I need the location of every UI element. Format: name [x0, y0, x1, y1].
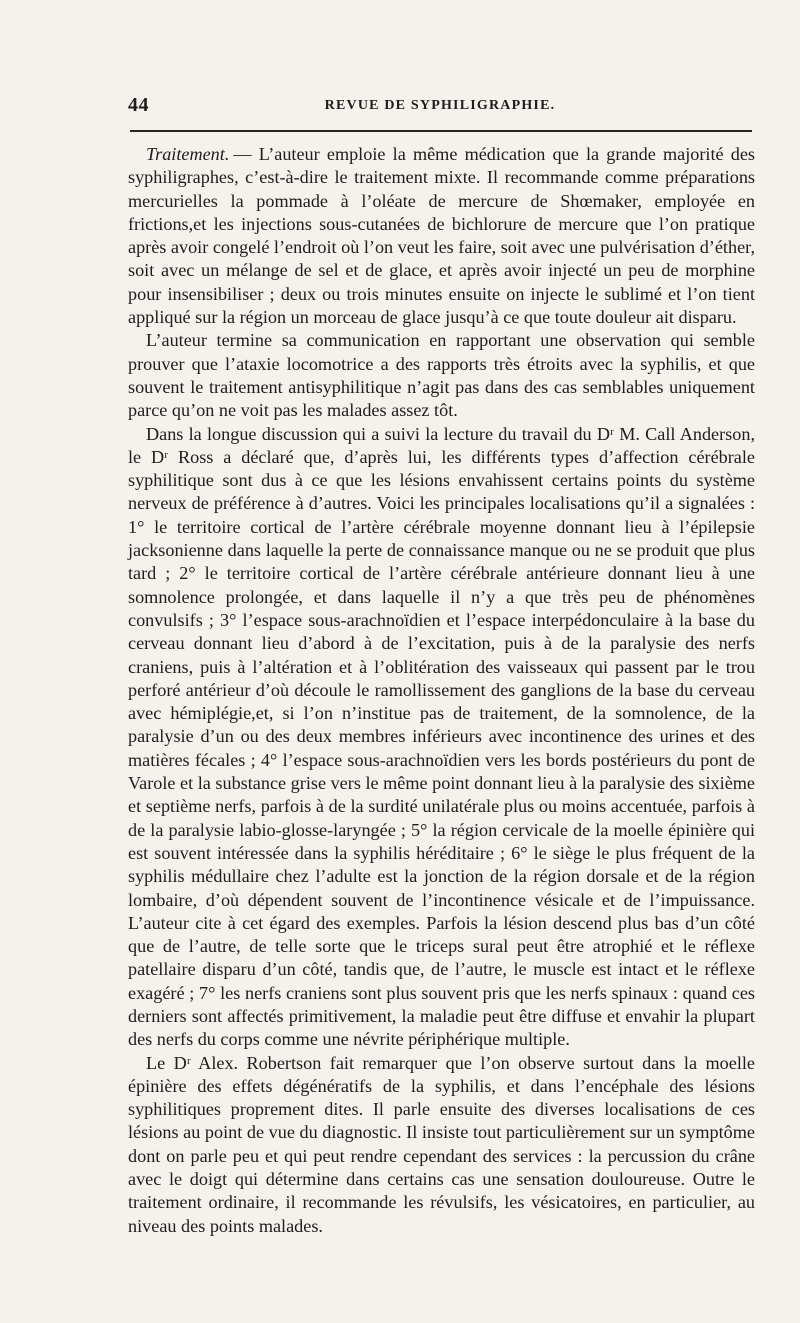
page-number: 44 [128, 94, 149, 116]
paragraph-4: Le Dʳ Alex. Robertson fait remarquer que l’on observe surtout dans la moelle épinière des effets dégénératifs de la syphilis, et dans l’encéphale des lésions syphilitiques proprement dites. Il parle ensuite des diverses localisations de ces lésions au point de vue du diagnostic. Il insiste tout particulièrement sur un symptôme dont on parle peu et qui peut rendre cependant des services : la percussion du crâne avec le doigt qui détermine dans certains cas une sensation douloureuse. Outre le traitement ordinaire, il recommande les révulsifs, les vésicatoires, en particulier, au niveau des points malades. [128, 1052, 755, 1236]
paragraph-1-text: L’auteur emploie la même médication que la grande majorité des syphiligraphes, c’est-à-dire le traitement mixte. Il recommande comme préparations mercurielles la pommade à l’oléate de mercure de Shœmaker, employée en frictions,et les injections sous-cutanées de bichlorure de mercure que l’on pratique après avoir congelé l’endroit où l’on veut les faire, soit avec une pulvérisation d’éther, soit avec un mélange de sel et de glace, et après avoir injecté un peu de morphine pour insensibiliser ; deux ou trois minutes ensuite on injecte le sublimé et l’on tient appliqué sur la région un morceau de glace jusqu’à ce que toute douleur ait disparu. [128, 144, 756, 328]
em-dash: — [233, 144, 252, 164]
article-body [128, 143, 755, 1238]
page-header [128, 94, 752, 118]
treatment-heading: Traitement. [146, 144, 230, 164]
paragraph-3: Dans la longue discussion qui a suivi la lecture du travail du Dʳ M. Call Anderson, le Dʳ Ross a déclaré que, d’après lui, les différents types d’affection cérébrale syphilitique sont dus à ce que les lésions envahissent certains points du système nerveux de préférence à d’autres. Voici les principales localisations qu’il a signalées : 1° le territoire cortical de l’artère cérébrale moyenne donnant lieu à l’épilepsie jacksonienne dans laquelle la perte de connaissance manque ou ne se produit que plus tard ; 2° le territoire cortical de l’artère cérébrale antérieure donnant lieu à une somnolence prolongée, et dans laquelle il n’y a que très peu de phénomènes convulsifs ; 3° l’espace sous-arachnoïdien et l’espace interpédonculaire à la base du cerveau donnant lieu d’abord à de l’excitation, puis à de la paralysie des nerfs craniens, puis à l’altération et à l’oblitération des vaisseaux qui passent par le trou perforé antérieur d’où découle le ramollissement des ganglions de la base du cerveau avec hémiplégie,et, si l’on n’institue pas de traitement, de la somnolence, de la paralysie d’un ou des deux membres inférieurs avec incontinence des urines et des matières fécales ; 4° l’espace sous-arachnoïdien vers les bords postérieurs du pont de Varole et la substance grise vers le même point donnant lieu à la paralysie des sixième et septième nerfs, parfois à de la surdité unilatérale plus ou moins accentuée, parfois à de la paralysie labio-glosse-laryngée ; 5° la région cervicale de la moelle épinière qui est souvent intéressée dans la syphilis héréditaire ; 6° le siège le plus fréquent de la syphilis médullaire chez l’adulte est la jonction de la région dorsale et de la région lombaire, d’où dépendent souvent de l’incontinence vésicale et de l’impuissance. L’auteur cite à cet égard des exemples. Parfois la lésion descend plus bas d’un côté que de l’autre, de telle sorte que le triceps sural peut être atrophié et le réflexe patellaire disparu d’un côté, tandis que, de l’autre, le muscle est intact et le réflexe exagéré ; 7° les nerfs craniens sont plus souvent pris que les nerfs spinaux : quand ces derniers sont affectés primitivement, la maladie peut être diffuse et envahir la plupart des nerfs du corps comme une névrite périphérique multiple. [128, 423, 755, 1050]
header-rule [130, 130, 752, 132]
paragraph-1 [128, 143, 755, 329]
paragraph-2: L’auteur termine sa communication en rapportant une observation qui semble prouver que l’ataxie locomotrice a des rapports très étroits avec la syphilis, et que souvent le traitement antisyphilitique n’agit pas dans des cas semblables uniquement parce qu’on ne voit pas les malades assez tôt. [128, 330, 755, 421]
running-head: REVUE DE SYPHILIGRAPHIE. [324, 98, 556, 113]
